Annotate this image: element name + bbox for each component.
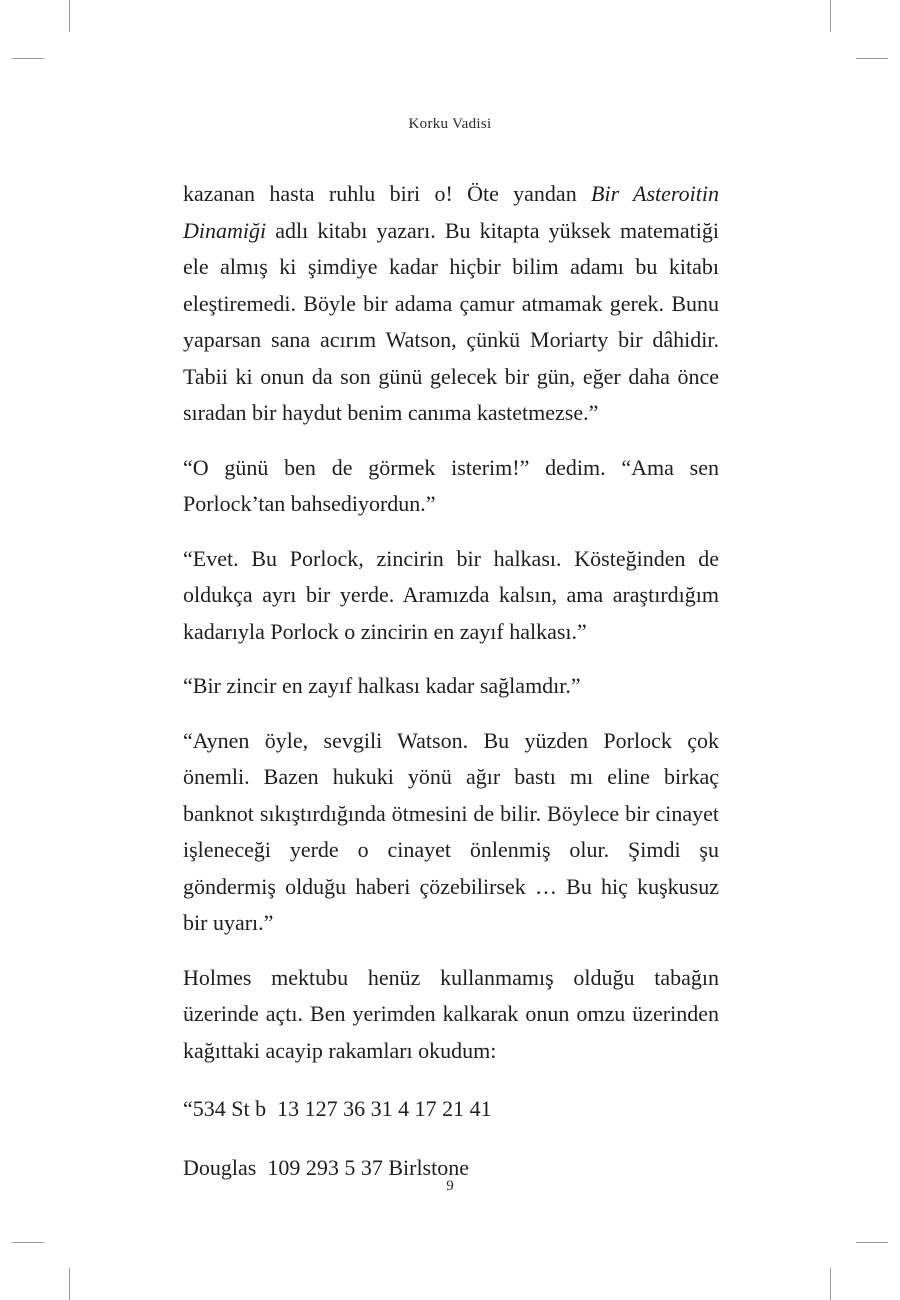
cipher-line-1: “534 St b 13 127 36 31 4 17 21 41 <box>183 1096 492 1121</box>
crop-mark-top-left <box>69 0 70 32</box>
paragraph-1 <box>183 176 719 432</box>
cipher-line-2: Douglas 109 293 5 37 Birlstone <box>183 1154 469 1180</box>
crop-mark-left-lower <box>12 1242 44 1243</box>
paragraph-4: “Bir zincir en zayıf halkası kadar sağlamdır.” <box>183 673 581 698</box>
paragraph-6: Holmes mektubu henüz kullanmamış olduğu tabağın üzerinde açtı. Ben yerimden kalkarak onun omzu üzerinden kağıttaki acayip rakamları okudum: <box>183 964 719 1063</box>
crop-mark-bottom-right <box>830 1268 831 1300</box>
paragraph-5: “Aynen öyle, sevgili Watson. Bu yüzden Porlock çok önemli. Bazen hukuki yönü ağır bastı mı eline birkaç banknot sıkıştırdığında ötmesini de bilir. Böylece bir cinayet işleneceği yerde o cinayet önlenmiş olur. Şimdi şu göndermiş olduğu haberi çözebilirsek … Bu hiç kuşkusuz bir uyarı.” <box>183 727 719 935</box>
crop-mark-top-right <box>830 0 831 32</box>
crop-mark-bottom-left <box>69 1268 70 1300</box>
paragraph-2: “O günü ben de görmek isterim!” dedim. “Ama sen Porlock’tan bahsediyordun.” <box>183 454 719 516</box>
page-number: 9 <box>446 1178 454 1194</box>
paragraph-3: “Evet. Bu Porlock, zincirin bir halkası. Kösteğinden de oldukça ayrı bir yerde. Aramızda kalsın, ama araştırdığım kadarıyla Porlock o zincirin en zayıf halkası.” <box>183 545 719 644</box>
crop-mark-right-upper <box>856 58 888 59</box>
crop-mark-left-upper <box>12 58 44 59</box>
paragraph-1-end: adlı kitabı yazarı. Bu kitapta yüksek matematiği ele almış ki şimdiye kadar hiçbir bilim adamı bu kitabı eleştiremedi. Böyle bir adama çamur atmamak gerek. Bunu yaparsan sana acırım Watson, çünkü Moriarty bir dâhidir. Tabii ki onun da son günü gelecek bir gün, eğer daha önce sıradan bir haydut benim canıma kastetmezse.” <box>183 217 719 425</box>
paragraph-1-start: kazanan hasta ruhlu biri o! Öte yandan <box>183 181 592 206</box>
running-head: Korku Vadisi <box>408 116 492 132</box>
crop-mark-right-lower <box>856 1242 888 1243</box>
book-title-italic: Bir Asteroitin Dinamiği <box>183 181 719 243</box>
body-text <box>183 176 719 1204</box>
